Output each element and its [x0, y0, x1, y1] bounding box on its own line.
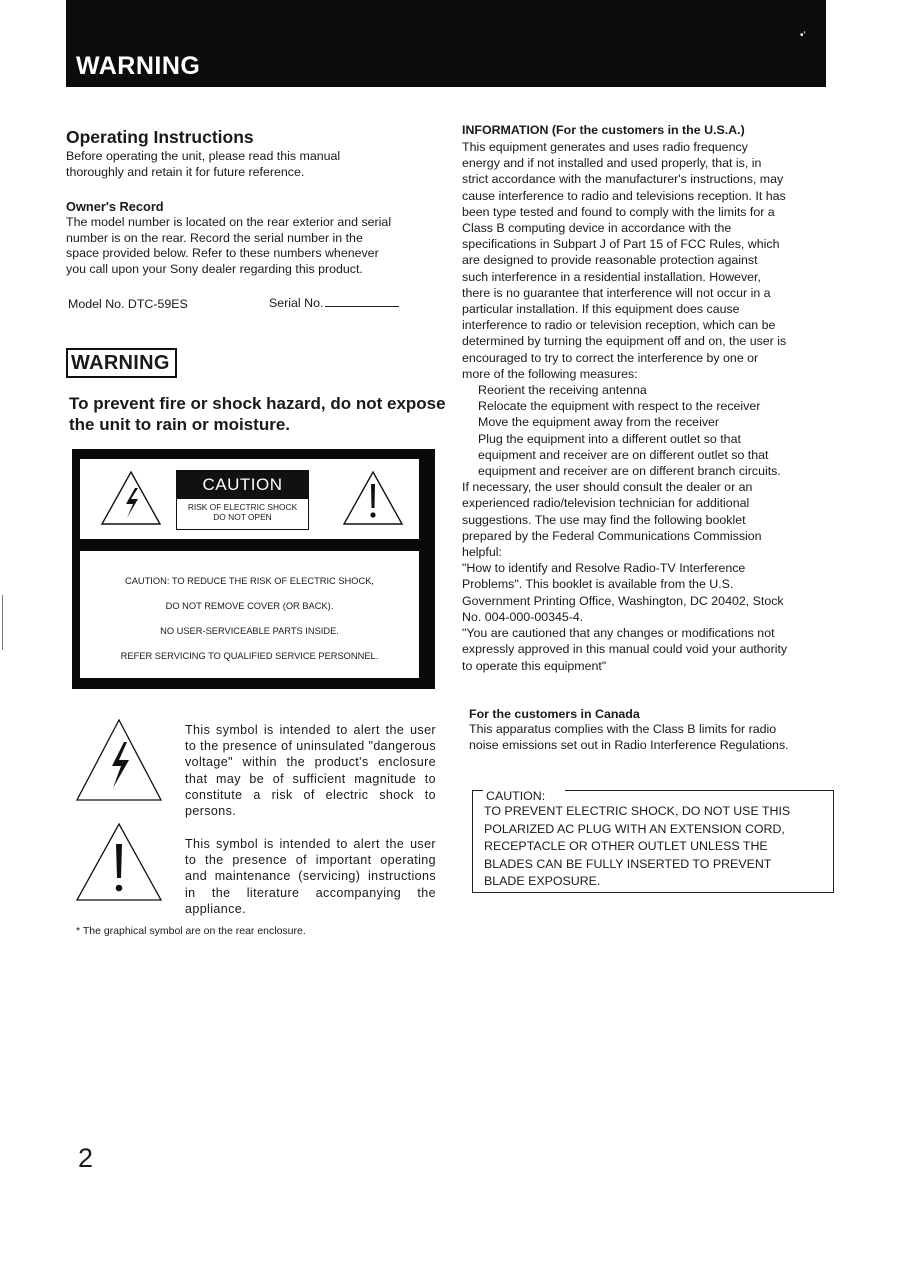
lightning-symbol-icon: [75, 718, 163, 802]
hazard-statement: To prevent fire or shock hazard, do not expose the unit to rain or moisture.: [69, 394, 446, 434]
header-mark: •‘: [800, 30, 806, 41]
caution-label-sub: RISK OF ELECTRIC SHOCK DO NOT OPEN: [187, 502, 298, 522]
owners-record-title: Owner's Record: [66, 199, 164, 214]
page-number: 2: [78, 1143, 94, 1173]
canada-caution-label: CAUTION:: [486, 789, 546, 803]
model-number: Model No. DTC-59ES: [68, 297, 188, 311]
serial-number-label: Serial No.: [269, 296, 399, 312]
operating-title: Operating Instructions: [66, 127, 254, 147]
information-title: INFORMATION (For the customers in the U.S.A.): [462, 123, 745, 137]
exclamation-symbol-icon: [75, 822, 163, 902]
exclamation-warning-icon: [342, 470, 404, 526]
canada-text: This apparatus complies with the Class B limits for radio noise emissions set out in Radio Interference Regulations.: [469, 722, 789, 752]
caution-label-head: CAUTION: [177, 471, 308, 499]
operating-text: Before operating the unit, please read this manual thoroughly and retain it for future reference.: [66, 149, 341, 179]
lightning-warning-icon: [100, 470, 162, 526]
caution-panel-text: CAUTION: TO REDUCE THE RISK OF ELECTRIC SHOCK, DO NOT REMOVE COVER (OR BACK). NO USER-SERVICEABLE PARTS INSIDE. REFER SERVICING TO QUALIFIED SERVICE PERSONNEL.: [120, 576, 379, 661]
information-text: This equipment generates and uses radio frequency energy and if not installed and used properly, that is, in strict accordance with the manufacturer's instructions, may cause interference to radio and televisions reception. It has been type tested and found to comply with the limits for a Class B computing device in accordance with the specifications in Subpart J of Part 15 of FCC Rules, which are designed to provide reasonable protection against such interference in a residential installation. However, there is no guarantee that interference will not occur in a particular installation. If this equipment does cause interference to radio or television reception, which can be determined by turning the equipment off and on, the user is encouraged to try to correct the interference by one or more of the following measures: Reorient the receiving antenna Relocate the equipment with respect to the receiver Move the equipment away from the receiver Plug the equipment into a different outlet so that equipment and receiver are on different outlet so that equipment and receiver are on different branch circuits. If necessary, the user should consult the dealer or an experienced radio/television technician for additional suggestions. The use may find the following booklet prepared by the Federal Communications Commission helpful: "How to identify and Resolve Radio-TV Interference Problems". This booklet is available from the U.S. Government Printing Office, Washington, DC 20402, Stock No. 004-000-00345-4. "You are cautioned that any changes or modifications not expressly approved in this manual could void your authority to operate this equipment": [462, 139, 842, 674]
voltage-symbol-text: This symbol is intended to alert the user to the presence of uninsulated "dangerous voltage" within the product's enclosure that may be of sufficient magnitude to constitute a risk of electric shock to persons.: [185, 723, 436, 819]
page-title: WARNING: [76, 52, 201, 80]
canada-title: For the customers in Canada: [469, 707, 640, 721]
margin-rule: [2, 595, 3, 650]
canada-caution-text: TO PREVENT ELECTRIC SHOCK, DO NOT USE THIS POLARIZED AC PLUG WITH AN EXTENSION CORD, RECEPTACLE OR OTHER OUTLET UNLESS THE BLADES CAN BE FULLY INSERTED TO PREVENT BLADE EXPOSURE.: [484, 804, 791, 888]
footnote: * The graphical symbol are on the rear enclosure.: [76, 925, 306, 937]
owners-record-text: The model number is located on the rear exterior and serial number is on the rear. Record the serial number in the space provided below. Refer to these numbers whenever you call upon your Sony dealer regarding this product.: [66, 215, 392, 276]
warning-box: WARNING: [66, 348, 177, 378]
caution-label: [176, 470, 309, 530]
measures-list: Reorient the receiving antenna Relocate the equipment with respect to the receiver Move the equipment away from the receiver Plug the equipment into a different outlet so that equipment and receiver are on different outlet so that equipment and receiver are on different branch circuits.: [478, 383, 781, 479]
attention-symbol-text: This symbol is intended to alert the user to the presence of important operating and maintenance (servicing) instructions in the literature accompanying the appliance.: [185, 837, 436, 916]
